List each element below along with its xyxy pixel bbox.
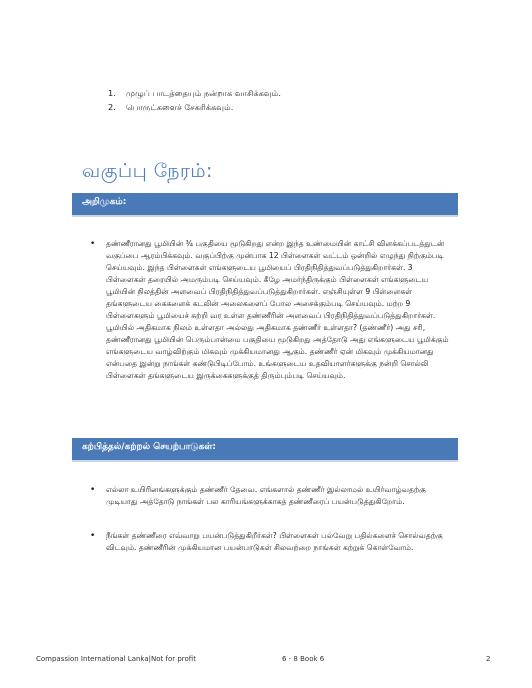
activity-text: நீங்கள் தண்ணீரை எவ்வாறு பயன்படுத்துகிறீர்கள்? பிள்ளைகள் பல்வேறு பதில்களைச் சொல்வதற்கு விடவும். தண்ணீரின் முக்கியமான பயன்பாடுகள் சிலவற்றை நாங்கள் கற்றுக் கொள்வோம். — [106, 531, 443, 552]
list-item — [108, 100, 281, 114]
footer-organization: Compassion International Lanka|Not for profit — [36, 655, 196, 663]
section-title: வகுப்பு நேரம்: — [82, 160, 213, 182]
page-number: 2 — [486, 655, 491, 663]
bullet-icon: • — [90, 531, 96, 541]
list-number: 2. — [108, 102, 116, 112]
activities-header-label: கற்பித்தல்/கற்றல் செயற்பாடுகள்: — [82, 442, 216, 452]
list-text: பொருட்களைச் சேகரிக்கவும். — [126, 102, 234, 112]
intro-text: தண்ணீரானது பூமியின் ¾ பகுதியை மூடுகிறது என்ற இந்த உண்மையின் காட்சி விளக்கப்படத்துடன் வகுப்பை ஆரம்பிக்கவும். வகுப்பிற்கு முன்பாக 12 பிள்ளைகள் வட்டம் ஒன்றில் எழுந்து நிற்கும்படி செய்யவும். இந்த பிள்ளைகள் எங்களுடைய பூமியைப் பிரதிநிதித்துவப்படுத்துகிறார்கள். 3 பிள்ளைகள் தரையில் அமரும்படி செய்யவும். கீழே அமர்ந்திருக்கும் பிள்ளைகள் எங்களுடைய பூமியின் நிலத்தின் அளவைப் பிரதிநிதித்துவப்படுத்துகிறார்கள். எஞ்சியுள்ள 9 பிள்ளைகள் தங்களுடைய கைகளைக் கடலின் அலைகளைப் போல அசைக்கும்படி செய்யவும். மற்ற 9 பிள்ளைகளும் பூமியைச் சுற்றி வர உள்ள தண்ணீரின் அளவைப் பிரதிநிதித்துவப்படுத்துகிறார்கள். பூமியில் அதிகமாக நிலம் உள்ளதா அல்லது அதிகமாக தண்ணீர் உள்ளதா? (தண்ணீர்) அது சரி, தண்ணீரானது பூமியின் பெரும்பான்மை பகுதியை மூடுகிறது அத்தோடு அது எங்களுடைய பூமிக்கும் எங்களுடைய வாழ்விற்கும் மிகவும் முக்கியமானது ஆகும். தண்ணீர் ஏன் மிகவும் முக்கியமானது என்பதை இன்று நாங்கள் கண்டுபிடிப்போம். உங்களுடைய உதவியாளர்களுக்கு நன்றி சொல்லி பிள்ளைகள் தங்களுடைய இருக்கைகளுக்குத் திரும்பும்படி செய்யவும். — [106, 239, 449, 380]
list-text: முழுப் பாடத்தையும் நன்றாக வாசிக்கவும். — [126, 88, 281, 98]
activity-text: எல்லா உயிரினங்களுக்கும் தண்ணீர் தேவை. எங்களால் தண்ணீர் இல்லாமல் உயிர்வாழ்வதற்கு முடியாது அத்தோடு நாங்கள் பல காரியங்களுக்காகத் தண்ணீரைப் பயன்படுத்துகிறோம். — [106, 485, 426, 506]
intro-bullet — [92, 238, 452, 382]
intro-header-bar — [72, 193, 458, 217]
activity-bullet — [92, 484, 452, 508]
list-number: 1. — [108, 88, 116, 98]
bullet-icon: • — [90, 239, 96, 249]
activities-header-bar — [72, 438, 458, 462]
bullet-icon: • — [90, 485, 96, 495]
activity-bullet — [92, 530, 452, 554]
footer-book: 6 - 8 Book 6 — [282, 655, 325, 663]
preparation-list — [108, 86, 281, 114]
list-item — [108, 86, 281, 100]
intro-header-label: அறிமுகம்: — [82, 197, 127, 207]
